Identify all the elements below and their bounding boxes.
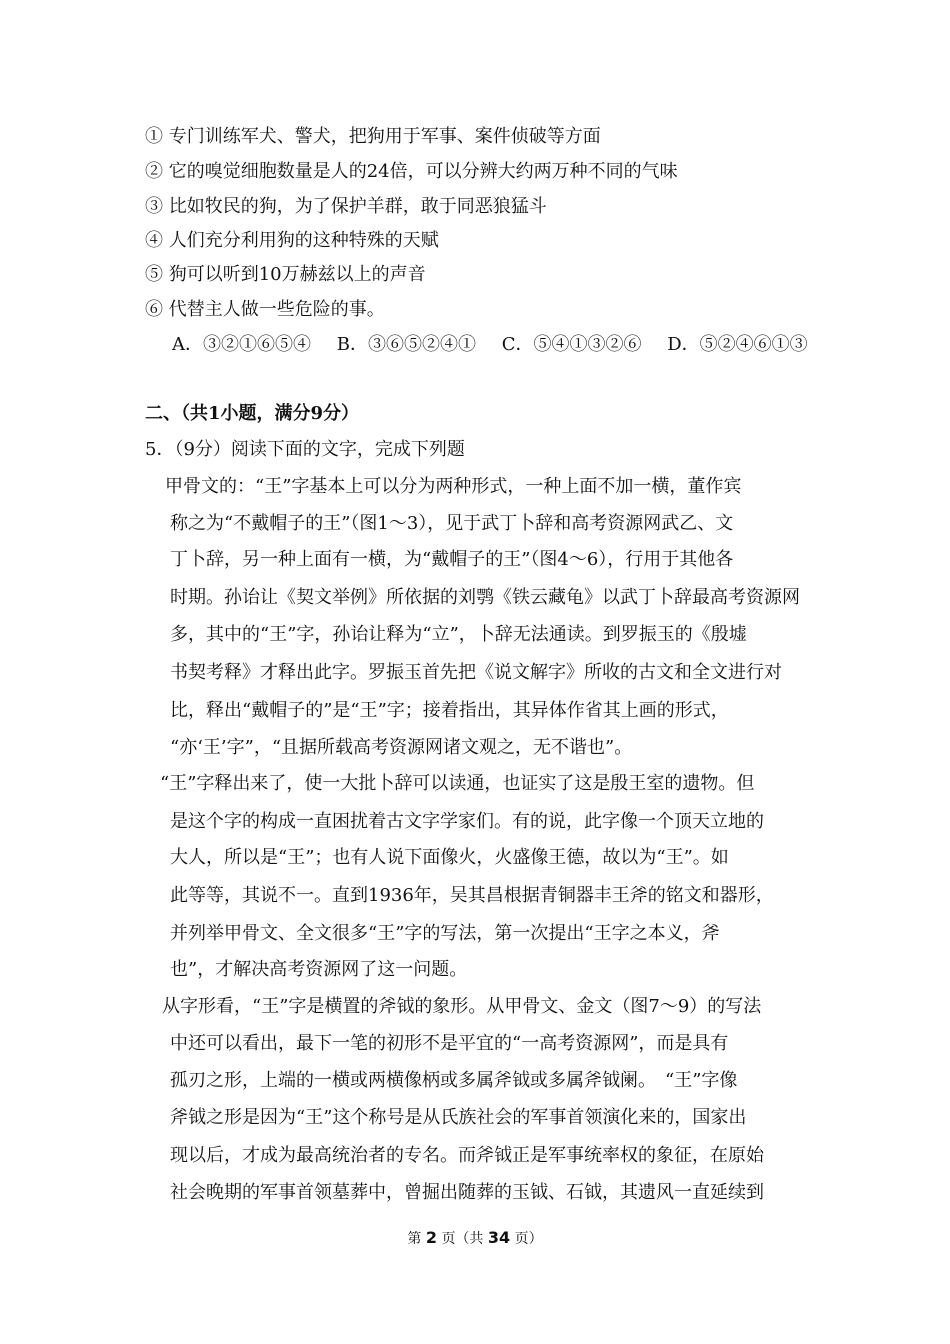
passage-line-4: 时期。孙诒让《契文举例》所依据的刘鹗《铁云藏龟》以武丁卜辞最高考资源网	[170, 587, 800, 608]
passage-line-3: 丁卜辞，另一种上面有一横，为“戴帽子的王”（图4～6），行用于其他各	[170, 549, 734, 570]
passage-line-16: 中还可以看出，最下一笔的初形不是平宜的“一高考资源网”，而是具有	[170, 1033, 729, 1054]
option-c[interactable]: C．⑤④①③②⑥	[501, 334, 642, 355]
passage-line-13: 并列举甲骨文、全文很多“王”字的写法，第一次提出“王字之本义，斧	[170, 923, 720, 944]
list-item-6: ⑥ 代替主人做一些危险的事。	[145, 299, 385, 320]
footer-suffix: 页）	[514, 1231, 543, 1247]
option-b[interactable]: B．③⑥⑤②④①	[336, 334, 476, 355]
passage-line-11: 大人，所以是“王”；也有人说下面像火，火盛像王德，故以为“王”。如	[170, 847, 729, 868]
passage-line-7: 比，释出“戴帽子的”是“王”字；接着指出，其异体作省其上画的形式，	[170, 700, 729, 721]
answer-options	[172, 333, 828, 357]
question-title: 5．（9分）阅读下面的文字，完成下列题	[145, 439, 465, 460]
list-item-5: ⑤ 狗可以听到10万赫兹以上的声音	[145, 264, 426, 285]
passage-line-10: 是这个字的构成一直困扰着古文字学家们。有的说，此字像一个顶天立地的	[170, 811, 764, 832]
passage-line-5: 多，其中的“王”字，孙诒让释为“立”，卜辞无法通读。到罗振玉的《殷墟	[170, 624, 747, 645]
passage-line-17: 孤刃之形，上端的一横或两横像柄或多属斧钺或多属斧钺阑。 “王”字像	[170, 1070, 738, 1091]
passage-line-18: 斧钺之形是因为“王”这个称号是从氏族社会的军事首领演化来的，国家出	[170, 1107, 747, 1128]
passage-line-20: 社会晚期的军事首领墓葬中，曾掘出随葬的玉钺、石钺，其遗风一直延续到	[170, 1182, 764, 1203]
passage-line-12: 此等等，其说不一。直到1936年，吴其昌根据青铜器丰王斧的铭文和器形，	[170, 885, 774, 906]
passage-line-9: “王”字释出来了，使一大批卜辞可以读通，也证实了这是殷王室的遗物。但	[160, 773, 755, 794]
footer-page-number: 2	[425, 1228, 437, 1247]
option-d[interactable]: D．⑤②④⑥①③	[667, 334, 808, 355]
passage-line-6: 书契考释》才释出此字。罗振玉首先把《说文解字》所收的古文和全文进行对	[170, 662, 782, 683]
section-heading: 二、（共1小题，满分9分）	[145, 403, 360, 424]
passage-line-19: 现以后，才成为最高统治者的专名。而斧钺正是军事统率权的象征，在原始	[170, 1145, 764, 1166]
page-footer	[0, 1228, 950, 1249]
list-item-4: ④ 人们充分利用狗的这种特殊的天赋	[145, 230, 439, 251]
footer-mid: 页（共	[441, 1231, 484, 1247]
passage-line-8: “亦‘王’字”，“且据所载高考资源网诸文观之，无不谐也”。	[170, 737, 633, 758]
footer-total-pages: 34	[487, 1228, 511, 1247]
list-item-1: ① 专门训练军犬、警犬，把狗用于军事、案件侦破等方面	[145, 126, 601, 147]
list-item-2: ② 它的嗅觉细胞数量是人的24倍，可以分辨大约两万种不同的气味	[145, 161, 678, 182]
passage-line-2: 称之为“不戴帽子的王”（图1～3），见于武丁卜辞和高考资源网武乙、文	[170, 513, 734, 534]
list-item-3: ③ 比如牧民的狗，为了保护羊群，敢于同恶狼猛斗	[145, 196, 547, 217]
passage-line-14: 也”，才解决高考资源网了这一问题。	[170, 959, 468, 980]
passage-line-15: 从字形看，“王”字是横置的斧钺的象形。从甲骨文、金文（图7～9）的写法	[162, 996, 762, 1017]
footer-prefix: 第	[407, 1231, 422, 1247]
passage-line-1: 甲骨文的：“王”字基本上可以分为两种形式，一种上面不加一横，董作宾	[165, 476, 742, 497]
option-a[interactable]: A．③②①⑥⑤④	[172, 334, 311, 355]
